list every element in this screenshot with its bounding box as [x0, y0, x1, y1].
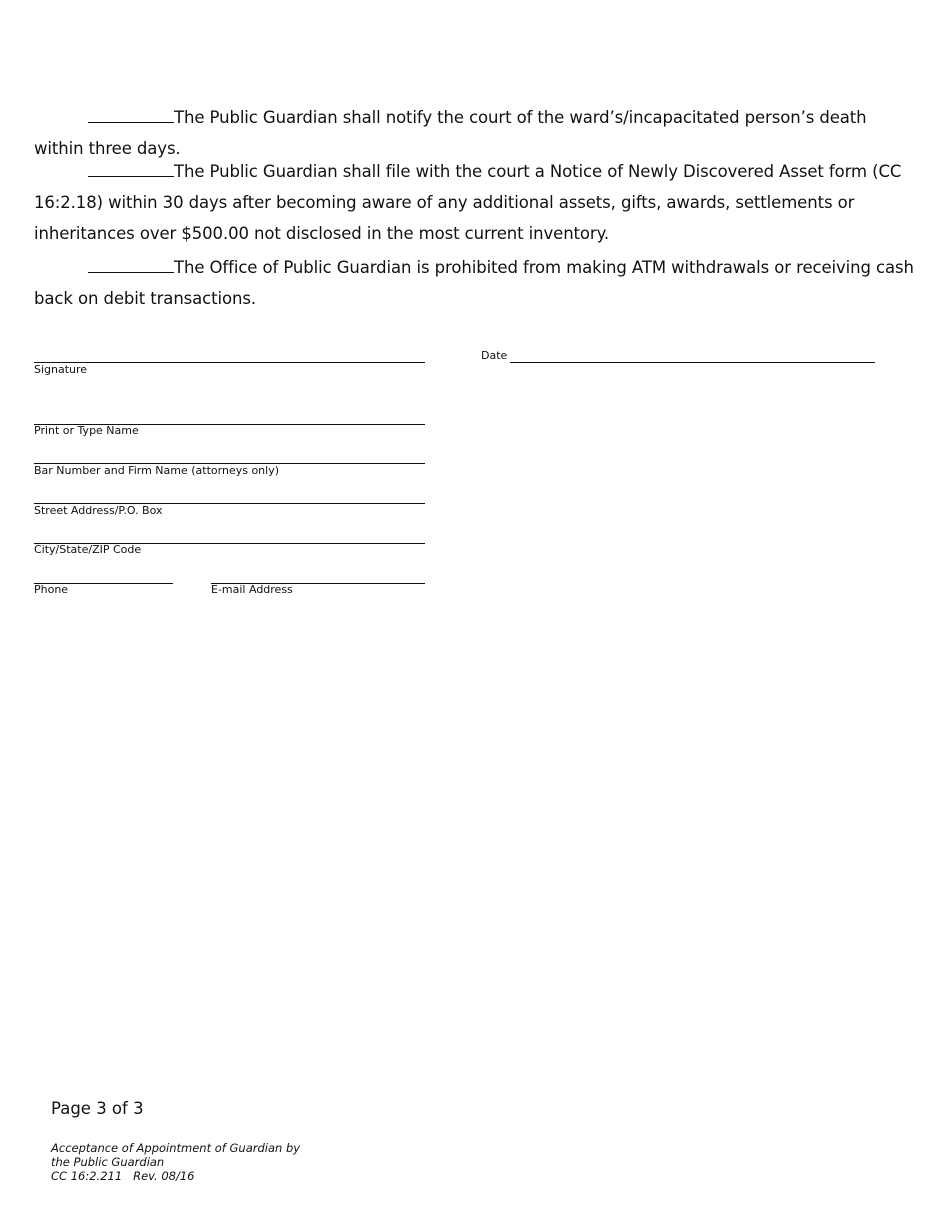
signature-label: Signature: [34, 363, 88, 376]
city-state-zip-label: City/State/ZIP Code: [34, 543, 142, 556]
signature-line[interactable]: [34, 362, 425, 363]
initial-blank-2[interactable]: [88, 162, 174, 177]
paragraph-new-asset: [34, 156, 919, 249]
date-label: Date: [481, 349, 508, 362]
form-footer: [51, 1141, 300, 1183]
paragraph-death-notice: [34, 102, 919, 164]
footer-form-code: CC 16:2.211 Rev. 08/16: [51, 1169, 195, 1183]
footer-title-line-1: Acceptance of Appointment of Guardian by: [51, 1141, 301, 1155]
email-label: E-mail Address: [211, 583, 293, 596]
bar-number-label: Bar Number and Firm Name (attorneys only): [34, 464, 280, 477]
paragraph-atm-prohibition: [34, 252, 919, 314]
street-address-label: Street Address/P.O. Box: [34, 504, 163, 517]
date-line[interactable]: [510, 362, 875, 363]
page-number: Page 3 of 3: [51, 1099, 144, 1118]
initial-blank-1[interactable]: [88, 108, 174, 123]
print-name-label: Print or Type Name: [34, 424, 139, 437]
paragraph-2-text: The Public Guardian shall file with the court a Notice of Newly Discovered Asset form (CC 16:2.18) within 30 days after becoming aware of any additional assets, gifts, awards, settlements or inheritances over $500.00 not disclosed in the most current inventory.: [34, 162, 902, 243]
phone-label: Phone: [34, 583, 69, 596]
initial-blank-3[interactable]: [88, 258, 174, 273]
paragraph-1-text: The Public Guardian shall notify the court of the ward’s/incapacitated person’s death within three days.: [34, 108, 867, 158]
footer-title-line-2: the Public Guardian: [51, 1155, 165, 1169]
paragraph-3-text: The Office of Public Guardian is prohibited from making ATM withdrawals or receiving cash back on debit transactions.: [34, 258, 914, 308]
